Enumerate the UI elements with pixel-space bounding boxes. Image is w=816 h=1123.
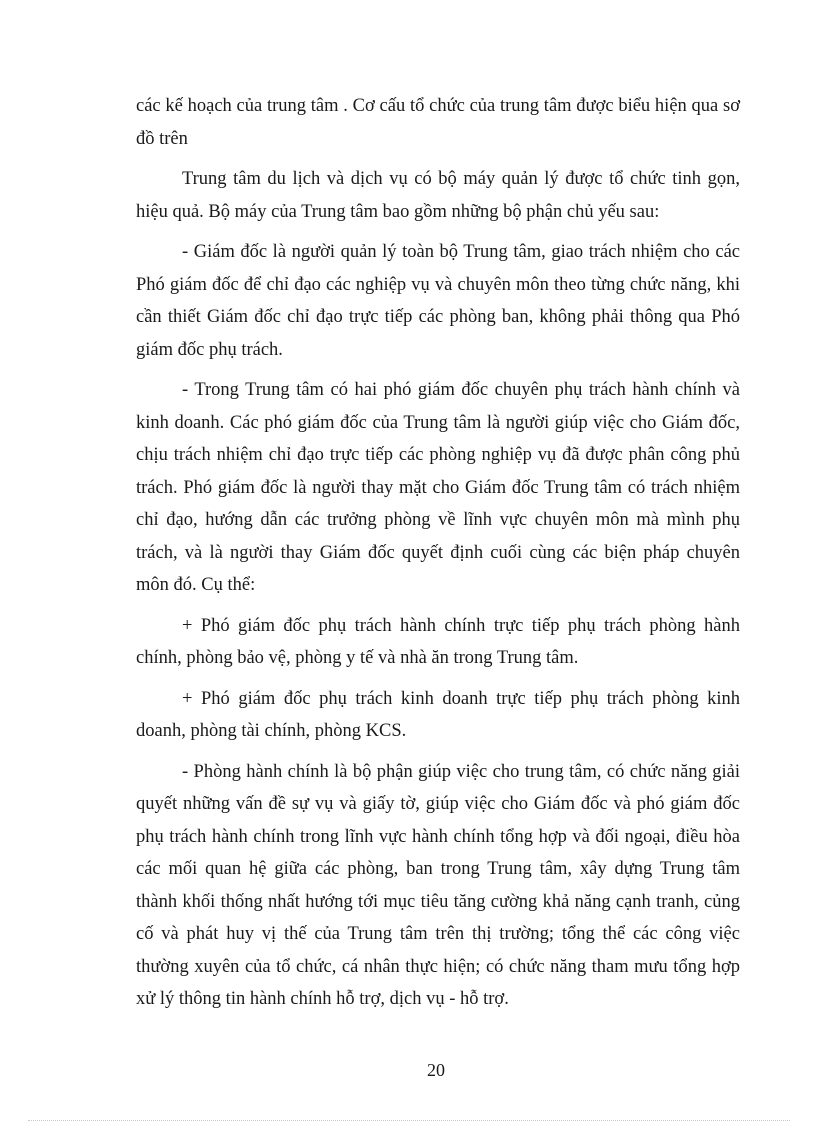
paragraph-intro-continuation: các kế hoạch của trung tâm . Cơ cấu tổ chức của trung tâm được biểu hiện qua sơ đồ trên <box>136 96 740 149</box>
paragraph-director-role: - Giám đốc là người quản lý toàn bộ Trung tâm, giao trách nhiệm cho các Phó giám đốc để chỉ đạo các nghiệp vụ và chuyên môn theo từng chức năng, khi cần thiết Giám đốc chỉ đạo trực tiếp các phòng ban, không phải thông qua Phó giám đốc phụ trách. <box>136 242 740 360</box>
page-body <box>136 90 740 1024</box>
paragraph-deputy-business: + Phó giám đốc phụ trách kinh doanh trực tiếp phụ trách phòng kinh doanh, phòng tài chính, phòng KCS. <box>136 688 740 741</box>
paragraph-deputy-admin: + Phó giám đốc phụ trách hành chính trực tiếp phụ trách phòng hành chính, phòng bảo vệ, phòng y tế và nhà ăn trong Trung tâm. <box>136 615 740 668</box>
paragraph-deputy-directors: - Trong Trung tâm có hai phó giám đốc chuyên phụ trách hành chính và kinh doanh. Các phó giám đốc của Trung tâm là người giúp việc cho Giám đốc, chịu trách nhiệm chỉ đạo trực tiếp các phòng nghiệp vụ đã được phân công phủ trách. Phó giám đốc là người thay mặt cho Giám đốc Trung tâm có trách nhiệm chỉ đạo, hướng dẫn các trưởng phòng về lĩnh vực chuyên môn mà mình phụ trách, và là người thay Giám đốc quyết định cuối cùng các biện pháp chuyên môn đó. Cụ thể: <box>136 380 740 595</box>
page-number: 20 <box>427 1060 445 1080</box>
page-bottom-divider <box>28 1120 790 1121</box>
paragraph-organization-overview: Trung tâm du lịch và dịch vụ có bộ máy quản lý được tổ chức tinh gọn, hiệu quả. Bộ máy của Trung tâm bao gồm những bộ phận chủ yếu sau: <box>136 169 740 222</box>
paragraph-admin-department: - Phòng hành chính là bộ phận giúp việc cho trung tâm, có chức năng giải quyết những vấn đề sự vụ và giấy tờ, giúp việc cho Giám đốc và phó giám đốc phụ trách hành chính trong lĩnh vực hành chính tổng hợp và đối ngoại, điều hòa các mối quan hệ giữa các phòng, ban trong Trung tâm, xây dựng Trung tâm thành khối thống nhất hướng tới mục tiêu tăng cường khả năng cạnh tranh, củng cố và phát huy vị thế của Trung tâm trên thị trường; tổng thể các công việc thường xuyên của tổ chức, cá nhân thực hiện; có chức năng tham mưu tổng hợp xử lý thông tin hành chính hỗ trợ, dịch vụ - hỗ trợ. <box>136 761 740 1009</box>
